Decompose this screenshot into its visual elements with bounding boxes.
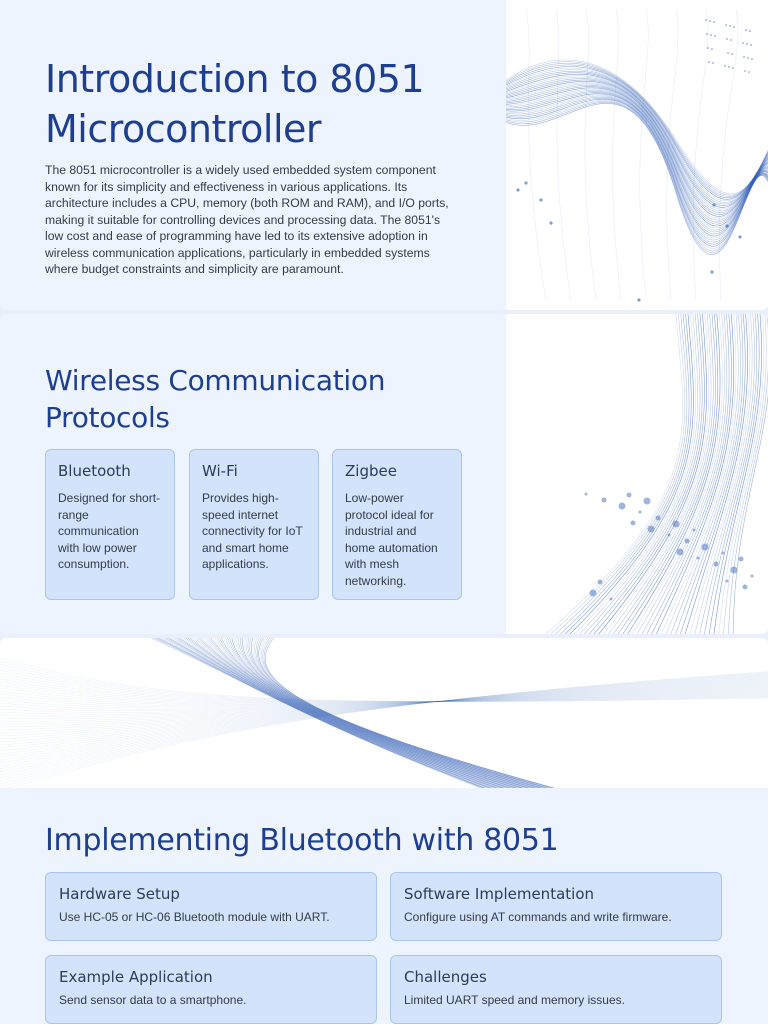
decorative-line: [613, 314, 713, 634]
card-description: Configure using AT commands and write firmware.: [404, 910, 672, 924]
decorative-dot: [610, 598, 613, 601]
card-title: Wi-Fi: [202, 462, 238, 480]
decorative-dot: [549, 221, 552, 224]
decorative-dot: [732, 67, 734, 69]
card-title: Bluetooth: [58, 462, 131, 480]
decorative-dot: [627, 493, 632, 498]
decorative-line: [594, 314, 704, 634]
decorative-line: [728, 314, 768, 634]
decorative-line: [632, 314, 722, 634]
decorative-dot: [637, 298, 640, 301]
decorative-dot: [731, 53, 733, 55]
card-description: Provides high-speed internet connectivity for IoT and smart home applications.: [202, 491, 303, 571]
decorative-dot: [751, 58, 753, 60]
decorative-dot: [656, 516, 661, 521]
decorative-line: [560, 314, 689, 634]
twisted-lines-graphic: [0, 638, 768, 788]
card-description: Send sensor data to a smartphone.: [59, 993, 247, 1007]
decorative-line: [575, 314, 696, 634]
decorative-dot: [730, 39, 732, 41]
decorative-dot: [748, 71, 750, 73]
decorative-dot: [590, 590, 597, 597]
decorative-line: [244, 638, 536, 788]
decorative-line: [230, 638, 528, 788]
protocols-title: Wireless Communication Protocols: [45, 364, 386, 434]
decorative-dot: [729, 25, 731, 27]
card-title: Challenges: [404, 968, 487, 986]
decorative-dot: [708, 61, 710, 63]
decorative-dot: [746, 43, 748, 45]
decorative-dot: [726, 38, 728, 40]
decorative-dot: [524, 181, 527, 184]
decorative-line: [0, 673, 768, 781]
decorative-dot: [743, 585, 748, 590]
impl-card-software: [390, 872, 722, 941]
decorative-line: [585, 10, 596, 300]
decorative-line: [0, 673, 768, 784]
decorative-line: [238, 638, 533, 788]
decorative-dot: [733, 26, 735, 28]
decorative-dot: [749, 30, 751, 32]
slide-protocols: [0, 314, 768, 634]
decorative-line: [506, 60, 768, 194]
impl-card-challenges: [390, 955, 722, 1024]
decorative-dot: [722, 552, 725, 555]
decorative-line: [640, 10, 648, 300]
intro-paragraph: The 8051 microcontroller is a widely used embedded system component known for its simplicity and effectiveness in various applications. Its architecture includes a CPU, memory (both ROM and RAM), and I/O ports, making it suitable for controlling devices and processing data. The 8051's low cost and ease of programming have led to its extensive adoption in wireless communication applications, particularly in embedded systems where budget constraints and simplicity are paramount.: [45, 163, 449, 276]
decorative-line: [613, 10, 621, 300]
decorative-dot: [707, 47, 709, 49]
card-description: Use HC-05 or HC-06 Bluetooth module with UART.: [59, 910, 330, 924]
decorative-dot: [539, 198, 542, 201]
decorative-dot: [750, 44, 752, 46]
decorative-dot: [712, 62, 714, 64]
decorative-line: [589, 314, 702, 634]
decorative-line: [556, 314, 687, 634]
decorative-line: [506, 97, 768, 242]
decorative-dot: [685, 539, 690, 544]
decorative-dot: [712, 203, 715, 206]
decorative-dot: [639, 511, 642, 514]
protocol-card-bluetooth: [45, 449, 175, 600]
decorative-dot: [724, 65, 726, 67]
twisted-lines-banner: [0, 638, 768, 788]
decorative-dot: [697, 557, 700, 560]
decorative-line: [221, 638, 522, 788]
decorative-line: [628, 314, 720, 634]
decorative-dot: [673, 521, 680, 528]
decorative-line: [506, 63, 768, 196]
decorative-dot: [516, 188, 519, 191]
decorative-dot: [714, 35, 716, 37]
decorative-dot: [728, 66, 730, 68]
decorative-line: [506, 65, 768, 198]
decorative-line: [0, 682, 768, 736]
decorative-dot: [644, 498, 651, 505]
decorative-dot: [725, 24, 727, 26]
wave-lines-illustration: [506, 0, 768, 310]
flow-lines-illustration: [506, 314, 768, 634]
decorative-line: [526, 10, 546, 300]
card-title: Zigbee: [345, 462, 397, 480]
decorative-dot: [726, 580, 729, 583]
slide-bluetooth-implementation: [0, 638, 768, 1024]
decorative-dot: [648, 526, 655, 533]
decorative-dot: [713, 21, 715, 23]
decorative-dot: [598, 580, 603, 585]
decorative-dot: [702, 544, 709, 551]
decorative-dot: [693, 529, 696, 532]
decorative-line: [506, 100, 768, 248]
card-title: Software Implementation: [404, 885, 594, 903]
protocol-card-wifi: [189, 449, 319, 600]
decorative-dot: [745, 29, 747, 31]
decorative-dot: [710, 34, 712, 36]
decorative-dot: [742, 42, 744, 44]
card-description: Designed for short-range communication with low power consumption.: [58, 491, 161, 571]
decorative-dot: [631, 521, 636, 526]
decorative-dot: [731, 567, 738, 574]
decorative-line: [506, 66, 768, 199]
decorative-dot: [709, 20, 711, 22]
decorative-dot: [725, 224, 728, 227]
decorative-dot: [705, 19, 707, 21]
decorative-line: [506, 62, 768, 195]
decorative-dot: [747, 57, 749, 59]
decorative-dot: [739, 557, 744, 562]
decorative-line: [506, 68, 768, 201]
decorative-dot: [706, 33, 708, 35]
decorative-dot: [744, 70, 746, 72]
card-description: Limited UART speed and memory issues.: [404, 993, 625, 1007]
decorative-dot: [743, 56, 745, 58]
decorative-dot: [602, 498, 607, 503]
decorative-dot: [619, 503, 626, 510]
decorative-line: [556, 10, 571, 300]
decorative-line: [251, 638, 541, 788]
card-title: Hardware Setup: [59, 885, 180, 903]
implementation-title: Implementing Bluetooth with 8051: [45, 823, 559, 858]
protocol-card-zigbee: [332, 449, 462, 600]
decorative-dot: [738, 235, 741, 238]
decorative-dot: [751, 575, 754, 578]
flow-lines-graphic: [506, 314, 768, 634]
intro-title: Introduction to 8051 Microcontroller: [45, 57, 425, 151]
impl-card-example: [45, 955, 377, 1024]
decorative-dot: [668, 534, 671, 537]
decorative-line: [693, 10, 708, 300]
decorative-dot: [585, 493, 588, 496]
decorative-dot: [714, 562, 719, 567]
decorative-dot: [710, 270, 713, 273]
decorative-dot: [677, 549, 684, 556]
wave-lines-graphic: [506, 0, 768, 310]
decorative-dot: [711, 48, 713, 50]
slide-intro: [0, 0, 768, 310]
card-description: Low-power protocol ideal for industrial and home automation with mesh networking.: [345, 491, 438, 588]
decorative-line: [647, 314, 729, 634]
decorative-dot: [727, 52, 729, 54]
card-title: Example Application: [59, 968, 213, 986]
impl-card-hardware: [45, 872, 377, 941]
